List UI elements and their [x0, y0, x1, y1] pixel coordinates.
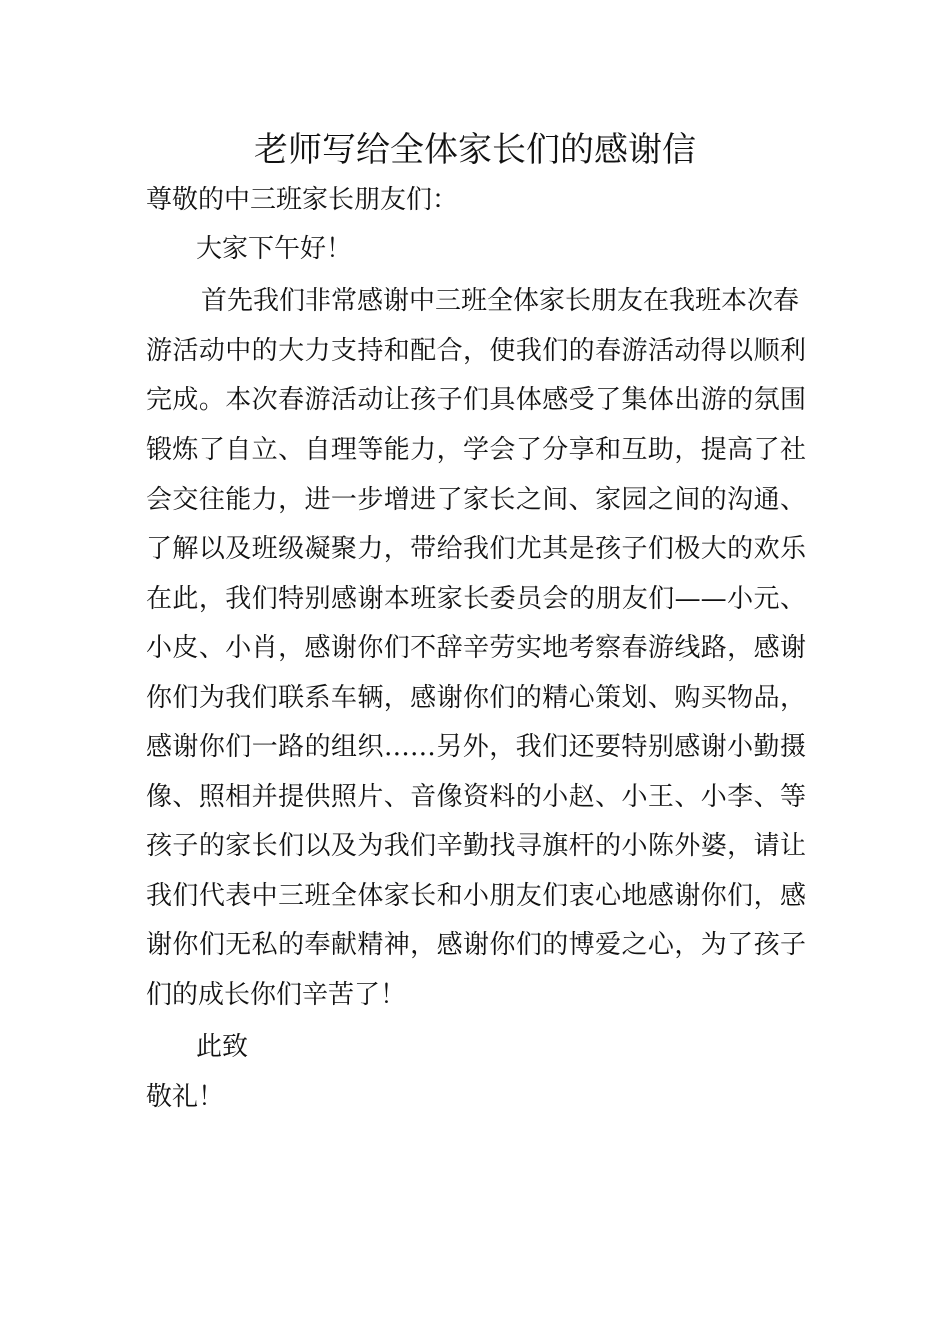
- body-line: 锻炼了自立、自理等能力，学会了分享和互助，提高了社: [146, 435, 806, 465]
- body-line: 感谢你们一路的组织……另外，我们还要特别感谢小勤摄: [146, 732, 806, 762]
- body-line: 小皮、小肖，感谢你们不辞辛劳实地考察春游线路，感谢: [146, 633, 806, 663]
- closing-salute: 敬礼！: [146, 1082, 225, 1112]
- body-line: 你们为我们联系车辆，感谢你们的精心策划、购买物品，: [146, 683, 806, 713]
- body-line: 孩子的家长们以及为我们辛勤找寻旗杆的小陈外婆，请让: [146, 831, 806, 861]
- body-line: 在此，我们特别感谢本班家长委员会的朋友们——小元、: [146, 584, 806, 614]
- body-line: 们的成长你们辛苦了！: [146, 980, 407, 1010]
- body-line: 会交往能力，进一步增进了家长之间、家园之间的沟通、: [146, 485, 806, 515]
- body-line: 像、照相并提供照片、音像资料的小赵、小王、小李、等: [146, 782, 806, 812]
- body-line: 游活动中的大力支持和配合，使我们的春游活动得以顺利: [146, 336, 806, 366]
- greeting: 大家下午好！: [196, 234, 353, 264]
- body-line: 谢你们无私的奉献精神，感谢你们的博爱之心，为了孩子: [146, 930, 806, 960]
- body-line: 完成。本次春游活动让孩子们具体感受了集体出游的氛围: [146, 385, 806, 415]
- letter-title: 老师写给全体家长们的感谢信: [254, 130, 696, 170]
- closing-line: 此致: [196, 1032, 249, 1062]
- salutation: 尊敬的中三班家长朋友们：: [146, 185, 459, 215]
- body-line: 首先我们非常感谢中三班全体家长朋友在我班本次春: [201, 286, 800, 316]
- body-line: 我们代表中三班全体家长和小朋友们衷心地感谢你们，感: [146, 881, 806, 911]
- body-line: 了解以及班级凝聚力，带给我们尤其是孩子们极大的欢乐: [146, 534, 806, 564]
